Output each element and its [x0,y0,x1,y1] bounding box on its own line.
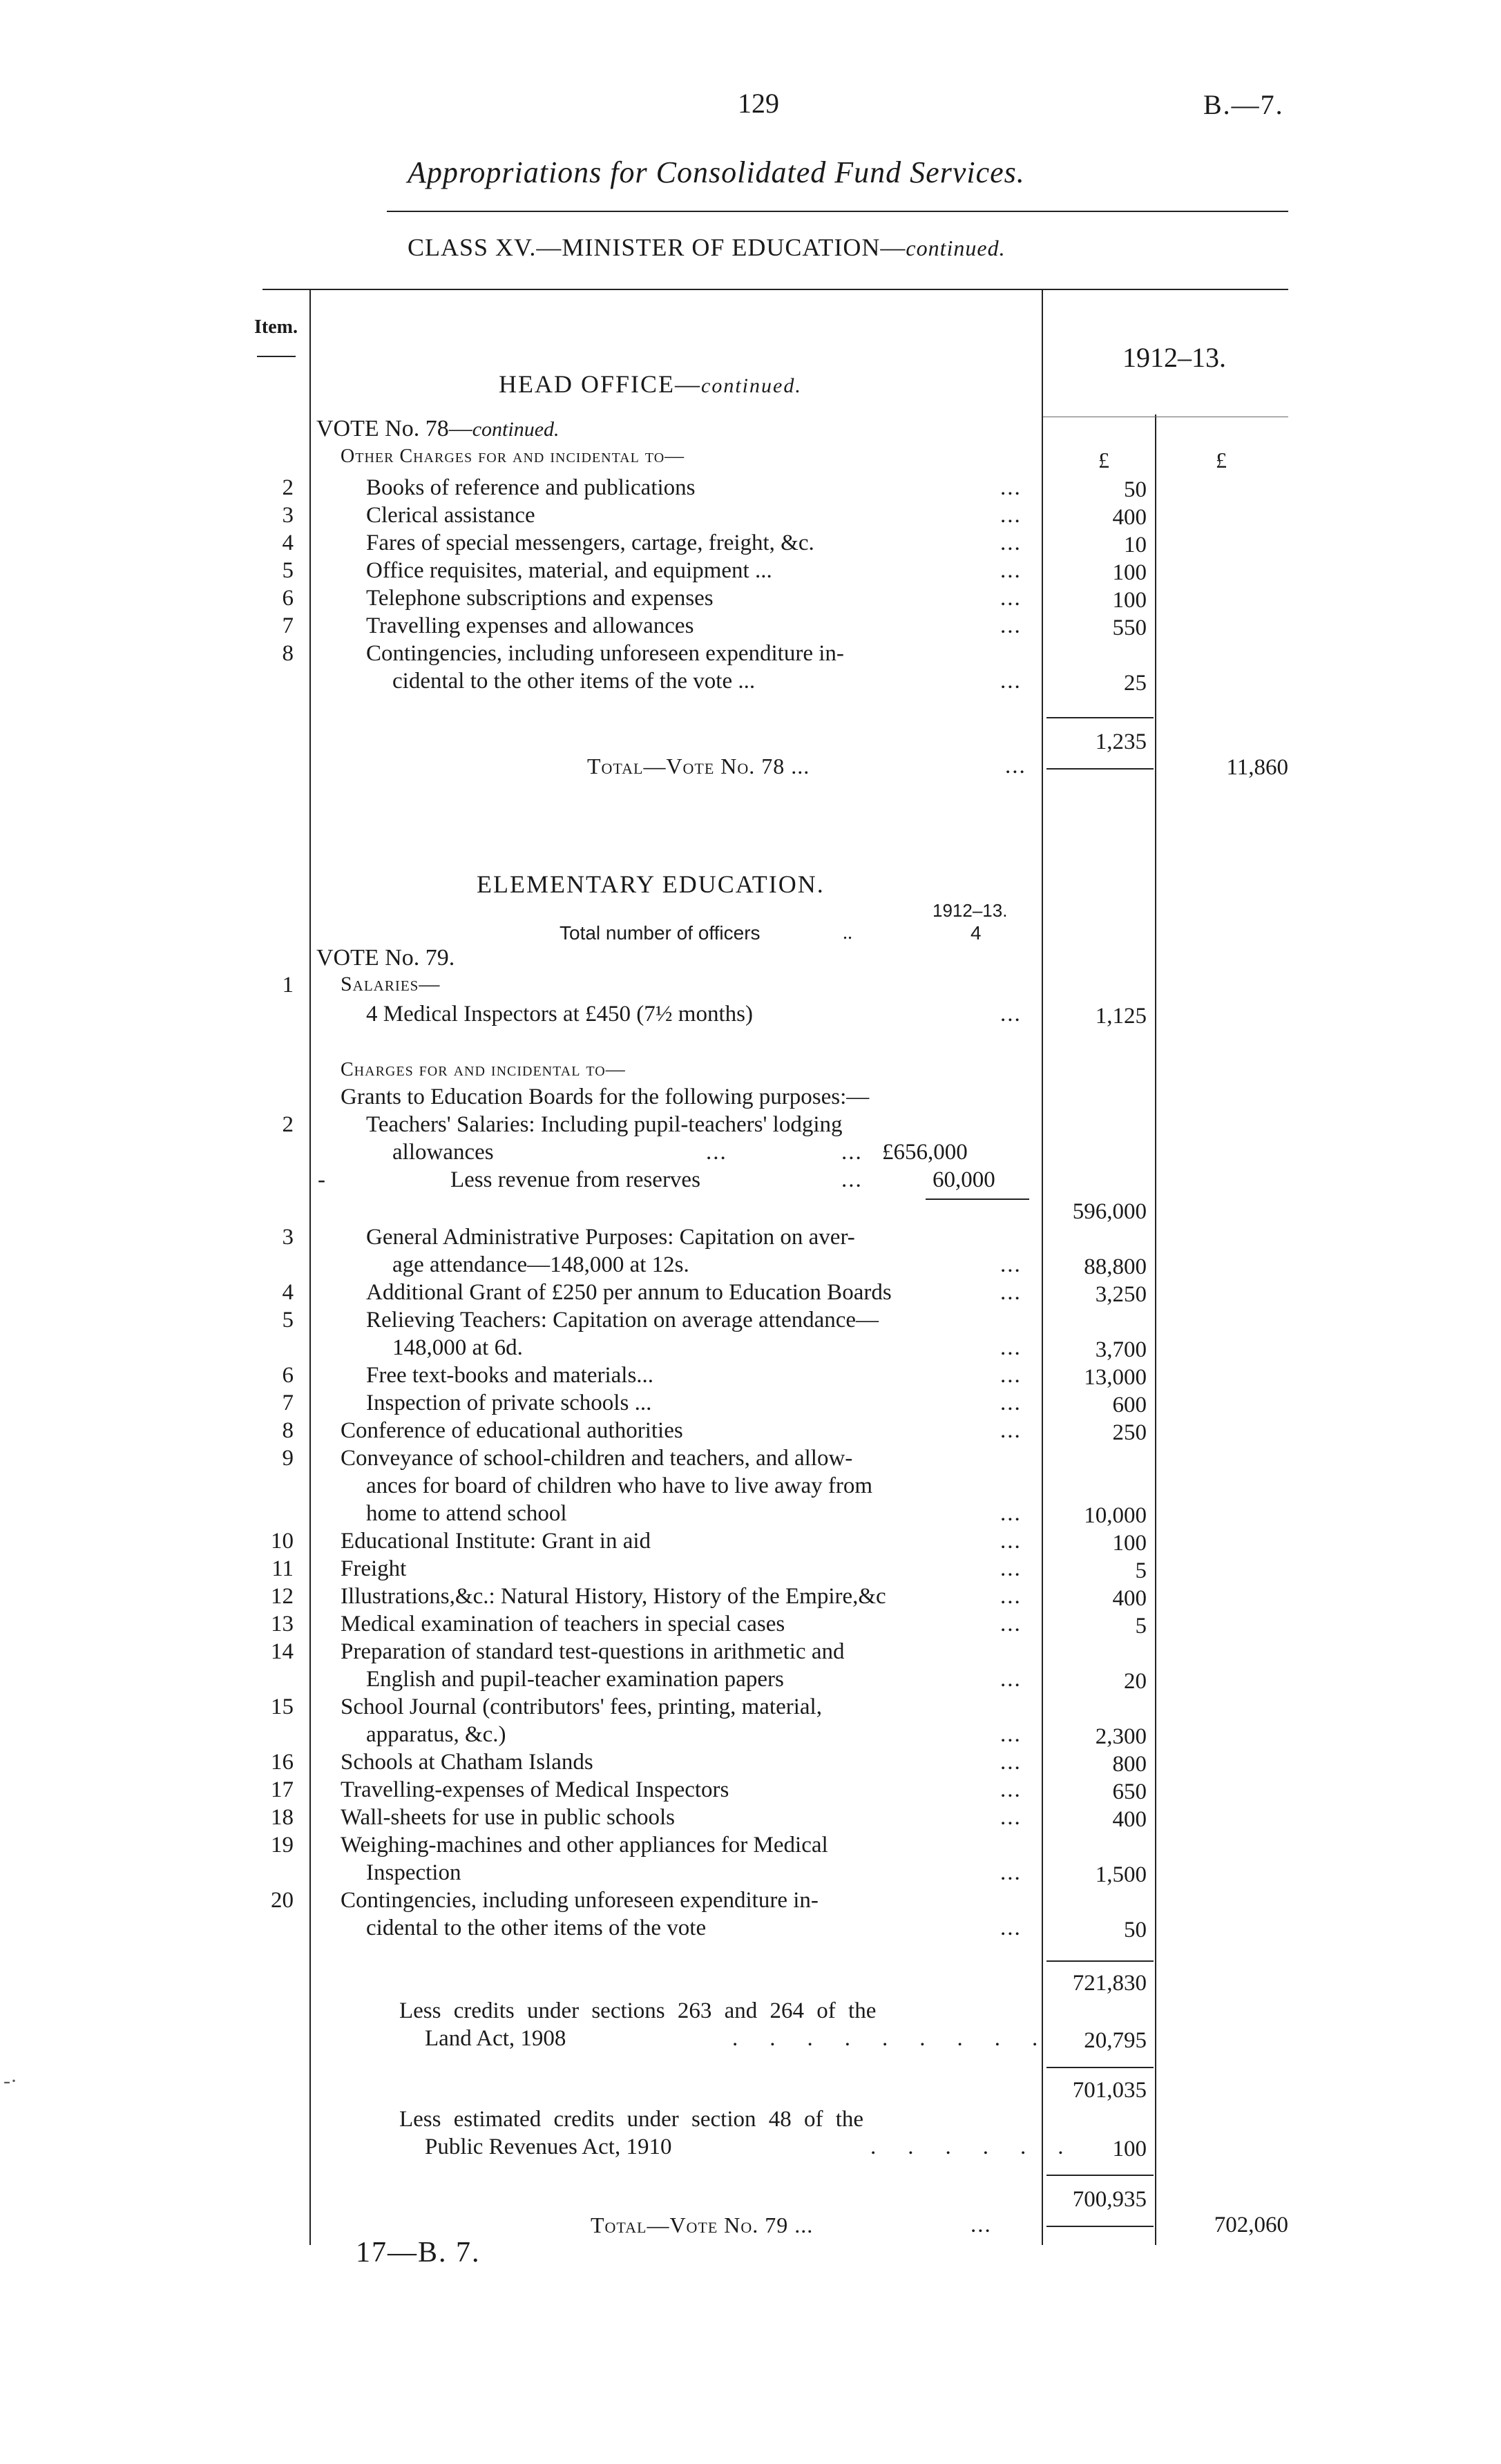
vote-78-continued: continued. [472,418,560,441]
elementary-item-description: Inspection of private schools ... [366,1391,652,1415]
header-rule [262,289,1288,290]
elementary-item-description: English and pupil-teacher examination papers [366,1667,784,1692]
teachers-line-2: allowances [392,1140,494,1165]
grants-line: Grants to Education Boards for the following purposes:— [341,1085,870,1109]
elementary-item-description: Freight [341,1556,407,1581]
sum1-rule [1046,1960,1154,1962]
elementary-item-description: Preparation of standard test-questions in arithmetic and [341,1639,845,1664]
head-office-item-leader: ... [1000,503,1022,528]
vote-79-heading: VOTE No. 79. [316,945,455,971]
elementary-item-amount: 10,000 [1084,1503,1147,1528]
elementary-item-number: 6 [282,1363,294,1388]
credits-revenue: 100 [1112,2137,1147,2161]
salaries-amount: 1,125 [1095,1004,1147,1029]
elementary-charges-label: Charges for and incidental to— [341,1059,626,1080]
teachers-item-number: 2 [282,1112,294,1137]
class-heading [408,235,1006,260]
reserves-marker: - [318,1167,325,1192]
elementary-item-number: 20 [271,1888,294,1913]
vote-78-total-leader: ... [1005,754,1026,779]
head-office-item-amount: 100 [1112,560,1147,585]
elementary-item-amount: 400 [1112,1807,1147,1832]
title-rule [387,211,1288,212]
salaries-label: Salaries— [341,973,441,995]
elementary-item-description: General Administrative Purposes: Capitation on aver- [366,1225,855,1250]
head-office-item-leader: ... [1000,558,1022,583]
head-office-item-leader: ... [1000,613,1022,638]
officers-leader: .. [843,922,852,944]
elementary-item-description: Conveyance of school-children and teachers, and allow- [341,1446,853,1471]
elementary-item-description: Medical examination of teachers in special cases [341,1612,785,1636]
elementary-item-number: 14 [271,1639,294,1664]
vote-78-subtotal-rule [1046,717,1154,718]
teachers-gross: £656,000 [882,1140,968,1165]
item-header-rule [257,356,296,357]
pound-sign-amount: £ [1098,448,1109,472]
elementary-item-leader: ... [1000,1418,1022,1443]
vote-78-heading [316,417,560,441]
elementary-item-amount: 600 [1112,1393,1147,1417]
salaries-leader: ... [1000,1002,1022,1026]
elementary-item-leader: ... [1000,1777,1022,1802]
elementary-item-leader: ... [1000,1805,1022,1830]
vote-79-total: 702,060 [1214,2213,1288,2237]
item-column-divider [309,290,311,2245]
elementary-item-leader: ... [1000,1556,1022,1581]
elementary-item-number: 19 [271,1833,294,1857]
elementary-item-number: 10 [271,1529,294,1554]
salaries-item-number: 1 [282,973,294,997]
vote-79-total-text: Total—Vote No. 79 ... [591,2213,814,2237]
head-office-item-amount: 550 [1112,615,1147,640]
sum-net: 700,935 [1072,2187,1147,2212]
head-office-item-description: Contingencies, including unforeseen expenditure in- [366,641,844,666]
page-title: Appropriations for Consolidated Fund Services. [408,155,1025,189]
elementary-item-description: Conference of educational authorities [341,1418,683,1443]
vote-78-total-label [587,755,810,777]
item-column-header: Item. [254,316,298,338]
elementary-item-leader: ... [1000,1335,1022,1360]
head-office-item-amount: 10 [1124,533,1147,557]
elementary-item-number: 13 [271,1612,294,1636]
credits-revenue-line-2: Public Revenues Act, 1910 [425,2134,672,2159]
head-office-charges-label: Other Charges for and incidental to— [341,446,685,467]
head-office-item-number: 6 [282,586,294,611]
less-reserves: 60,000 [933,1167,995,1192]
elementary-item-description: Wall-sheets for use in public schools [341,1805,675,1830]
vote-78-total-rule [1046,768,1154,770]
elementary-item-amount: 13,000 [1084,1365,1147,1390]
elementary-item-leader: ... [1000,1722,1022,1747]
head-office-item-description: Telephone subscriptions and expenses [366,586,714,611]
elementary-item-description: apparatus, &c.) [366,1722,506,1747]
elementary-item-number: 7 [282,1391,294,1415]
head-office-item-amount: 50 [1124,477,1147,502]
head-office-item-number: 5 [282,558,294,583]
head-office-item-number: 7 [282,613,294,638]
vote-78-total-text: Total—Vote No. 78 ... [587,754,810,779]
elementary-item-amount: 800 [1112,1752,1147,1777]
teachers-net: 596,000 [1072,1199,1147,1224]
vote-79-total-leader: ... [971,2213,992,2237]
vote-78-text: VOTE No. 78— [316,416,472,441]
elementary-item-leader: ... [1000,1501,1022,1526]
elementary-item-leader: ... [1000,1280,1022,1305]
reserves-leader: ... [841,1167,863,1192]
elementary-item-number: 9 [282,1446,294,1471]
credits-revenue-line-1: Less estimated credits under section 48 of the [399,2107,864,2132]
elementary-item-amount: 5 [1135,1558,1147,1583]
elementary-item-leader: ... [1000,1860,1022,1885]
elementary-item-leader: ... [1000,1391,1022,1415]
head-office-heading-text: HEAD OFFICE— [499,370,702,398]
head-office-item-number: 3 [282,503,294,528]
head-office-item-amount: 100 [1112,588,1147,613]
head-office-item-number: 8 [282,641,294,666]
elementary-item-leader: ... [1000,1667,1022,1692]
elementary-item-amount: 50 [1124,1918,1147,1942]
teachers-line-1: Teachers' Salaries: Including pupil-teachers' lodging [366,1112,843,1137]
elementary-item-description: Schools at Chatham Islands [341,1750,593,1775]
vote-78-total: 11,860 [1226,755,1288,780]
elementary-item-leader: ... [1000,1916,1022,1940]
elementary-item-leader: ... [1000,1252,1022,1277]
teachers-leader: ... [706,1140,727,1165]
elementary-item-amount: 650 [1112,1779,1147,1804]
elementary-item-description: School Journal (contributors' fees, printing, material, [341,1694,822,1719]
elementary-item-description: Educational Institute: Grant in aid [341,1529,651,1554]
elementary-item-number: 8 [282,1418,294,1443]
head-office-item-amount: 400 [1112,505,1147,530]
head-office-item-description: Books of reference and publications [366,475,696,500]
elementary-item-amount: 88,800 [1084,1254,1147,1279]
elementary-item-number: 16 [271,1750,294,1775]
document-reference: B.—7. [1203,89,1284,120]
head-office-item-leader: ... [1000,475,1022,500]
elementary-item-number: 5 [282,1308,294,1333]
vote-79-total-rule [1046,2226,1154,2227]
elementary-item-amount: 250 [1112,1420,1147,1445]
elementary-item-number: 3 [282,1225,294,1250]
elementary-item-description: age attendance—148,000 at 12s. [392,1252,689,1277]
elementary-item-description: Inspection [366,1860,461,1885]
elementary-item-description: Illustrations,&c.: Natural History, History of the Empire,&c [341,1584,886,1609]
elementary-item-number: 11 [271,1556,294,1581]
elementary-item-leader: ... [1000,1612,1022,1636]
head-office-item-description: Travelling expenses and allowances [366,613,694,638]
salaries-line: 4 Medical Inspectors at £450 (7½ months) [366,1002,753,1026]
elementary-item-description: 148,000 at 6d. [392,1335,523,1360]
elementary-item-number: 17 [271,1777,294,1802]
page-number: 129 [738,88,779,119]
elementary-item-amount: 2,300 [1095,1724,1147,1749]
elementary-item-amount: 3,250 [1095,1282,1147,1307]
head-office-item-leader: ... [1000,531,1022,555]
elementary-item-amount: 100 [1112,1531,1147,1556]
elementary-item-description: ances for board of children who have to live away from [366,1473,873,1498]
credits-land: 20,795 [1084,2028,1147,2053]
elementary-item-description: Travelling-expenses of Medical Inspectors [341,1777,729,1802]
sum2-rule [1046,2067,1154,2068]
class-heading-continued: continued. [906,236,1006,260]
reserves-rule [926,1198,1029,1200]
elementary-item-number: 18 [271,1805,294,1830]
less-reserves-label: Less revenue from reserves [450,1167,700,1192]
vote-79-total-label [591,2214,813,2236]
margin-mark: -· [3,2070,17,2092]
head-office-item-description: cidental to the other items of the vote ... [392,669,756,694]
elementary-item-description: Free text-books and materials... [366,1363,654,1388]
sum-gross: 721,830 [1072,1971,1147,1996]
elementary-item-description: Contingencies, including unforeseen expenditure in- [341,1888,819,1913]
head-office-item-leader: ... [1000,669,1022,694]
elementary-item-number: 15 [271,1694,294,1719]
elementary-heading: ELEMENTARY EDUCATION. [477,870,825,898]
elementary-item-amount: 5 [1135,1614,1147,1639]
teachers-leader-2: ... [841,1140,863,1165]
sheet-signature: 17—B. 7. [356,2237,481,2269]
elementary-item-amount: 20 [1124,1669,1147,1694]
total-column-divider [1155,414,1156,2245]
credits-land-line-1: Less credits under sections 263 and 264 of the [399,1998,877,2023]
credits-land-line-2: Land Act, 1908 [425,2026,566,2051]
credits-land-leader: ......... [732,2026,1070,2051]
class-heading-text: CLASS XV.—MINISTER OF EDUCATION— [408,233,906,261]
head-office-item-description: Clerical assistance [366,503,535,528]
head-office-item-description: Fares of special messengers, cartage, freight, &c. [366,531,814,555]
sum-after-land-credits: 701,035 [1072,2078,1147,2103]
head-office-item-amount: 25 [1124,671,1147,696]
elementary-item-description: Weighing-machines and other appliances for Medical [341,1833,828,1857]
officers-year: 1912–13. [933,900,1008,921]
head-office-heading [499,372,802,397]
elementary-item-amount: 400 [1112,1586,1147,1611]
elementary-item-leader: ... [1000,1529,1022,1554]
year-column-header: 1912–13. [1122,342,1226,373]
elementary-item-description: cidental to the other items of the vote [366,1916,707,1940]
head-office-item-number: 2 [282,475,294,500]
elementary-item-description: Additional Grant of £250 per annum to Education Boards [366,1280,892,1305]
elementary-item-description: home to attend school [366,1501,567,1526]
head-office-heading-continued: continued. [701,374,802,397]
head-office-item-description: Office requisites, material, and equipment ... [366,558,772,583]
head-office-item-number: 4 [282,531,294,555]
credits-revenue-leader: ...... [870,2134,1096,2159]
elementary-item-description: Relieving Teachers: Capitation on average attendance— [366,1308,879,1333]
officers-count: 4 [971,922,982,944]
officers-label: Total number of officers [560,922,761,944]
elementary-item-amount: 3,700 [1095,1337,1147,1362]
elementary-item-leader: ... [1000,1584,1022,1609]
elementary-item-amount: 1,500 [1095,1862,1147,1887]
elementary-item-number: 4 [282,1280,294,1305]
elementary-item-leader: ... [1000,1363,1022,1388]
sum3-rule [1046,2175,1154,2176]
head-office-item-leader: ... [1000,586,1022,611]
pound-sign-total: £ [1216,448,1227,472]
elementary-item-leader: ... [1000,1750,1022,1775]
elementary-item-number: 12 [271,1584,294,1609]
vote-78-subtotal: 1,235 [1095,729,1147,754]
